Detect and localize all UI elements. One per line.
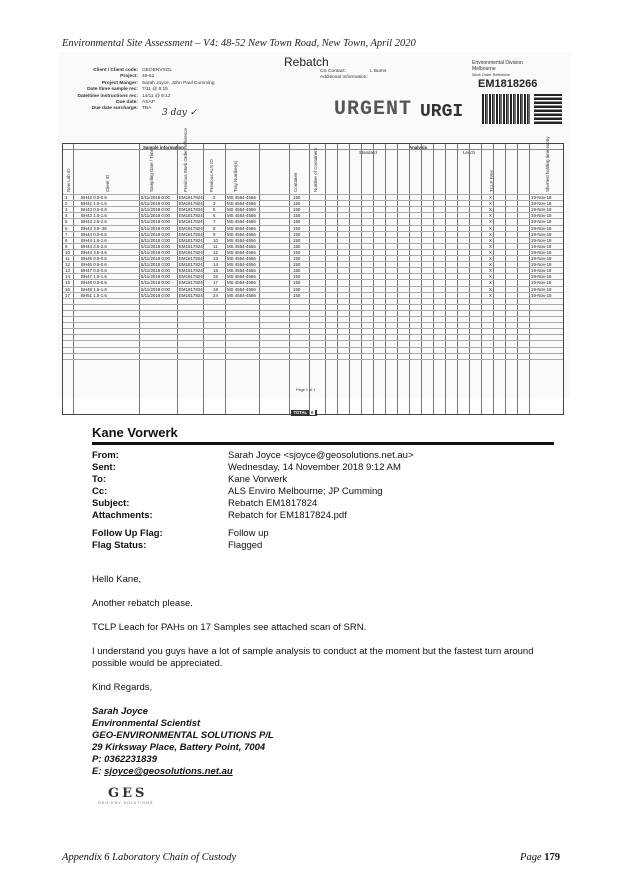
table-row-line bbox=[63, 292, 563, 293]
email-field-value: ALS Enviro Melbourne; JP Cumming bbox=[228, 486, 383, 497]
table-cell-x: X bbox=[489, 256, 492, 261]
table-cell-expiry: 19-Nov-18 bbox=[531, 292, 552, 298]
signature-title: Environmental Scientist bbox=[92, 718, 201, 729]
email-field-value[interactable]: Rebatch for EM1817824.pdf bbox=[228, 510, 347, 521]
table-cell-no: 4 bbox=[65, 213, 68, 219]
table-cell-client-id: BH46 0.5-0.6 bbox=[81, 262, 107, 268]
table-cell-no: 3 bbox=[65, 207, 68, 213]
total-label: TOTAL bbox=[293, 410, 307, 415]
table-column-header: Shortest holding time expiry bbox=[545, 136, 550, 192]
table-cell-x: X bbox=[489, 201, 492, 207]
table-cell-cont: 150 bbox=[293, 249, 301, 255]
table-cell-date: 5/11/2018 0:00 bbox=[141, 256, 170, 261]
table-column-header: Client ID bbox=[105, 174, 110, 192]
table-cell-x: X bbox=[489, 268, 492, 274]
form-label: Date/time instructions rec: bbox=[77, 93, 138, 99]
rebatch-title: Rebatch bbox=[284, 55, 329, 69]
body-greeting: Hello Kane, bbox=[92, 574, 142, 585]
body-closing: Kind Regards, bbox=[92, 682, 153, 693]
table-row-line bbox=[63, 334, 563, 335]
table-cell-wo: EM1817824 bbox=[179, 237, 203, 243]
table-row-line bbox=[63, 231, 563, 232]
email-flag-label: Flag Status: bbox=[92, 540, 147, 551]
table-cell-client-id: BH45 0.5-0.6 bbox=[81, 256, 107, 261]
table-cell-als: 9 bbox=[213, 231, 216, 237]
cs-contact-label: CS Contact: bbox=[320, 69, 346, 74]
ges-logo: GES bbox=[108, 786, 148, 801]
table-row-line bbox=[63, 310, 563, 311]
table-row-line bbox=[63, 200, 563, 201]
table-cell-wo: EM1817824 bbox=[179, 225, 203, 231]
table-cell-no: 10 bbox=[65, 249, 70, 255]
form-label: Client / Client code: bbox=[93, 68, 138, 73]
total-bar bbox=[291, 410, 317, 416]
table-cell-date: 5/11/2018 0:00 bbox=[141, 225, 170, 231]
table-cell-no: 15 bbox=[65, 280, 70, 286]
table-cell-no: 1 bbox=[65, 195, 68, 200]
table-cell-date: 5/11/2018 0:00 bbox=[141, 195, 170, 200]
qr-code-icon bbox=[534, 94, 562, 124]
signature-email-line bbox=[92, 766, 233, 777]
table-row-line bbox=[63, 353, 563, 354]
table-cell-client-id: BH43 0.5-0.6 bbox=[81, 207, 107, 213]
email-flag-label: Follow Up Flag: bbox=[92, 528, 163, 539]
total-value: 0 bbox=[311, 410, 314, 415]
table-cell-cont: 150 bbox=[293, 213, 301, 219]
table-cell-x: X bbox=[489, 243, 492, 249]
table-cell-tray: MS 4554-4556 bbox=[227, 201, 256, 207]
table-cell-expiry: 19-Nov-18 bbox=[531, 249, 552, 255]
barcode-icon bbox=[482, 94, 530, 124]
signature-company: GEO-ENVIRONMENTAL SOLUTIONS P/L bbox=[92, 730, 274, 741]
table-cell-expiry: 19-Nov-18 bbox=[531, 201, 552, 207]
table-row-line bbox=[63, 206, 563, 207]
page-header: Environmental Site Assessment – V4: 48-52 New Town Road, New Town, April 2020 bbox=[62, 38, 416, 49]
email-flag-value: Follow up bbox=[228, 528, 269, 539]
table-cell-cont: 150 bbox=[293, 274, 301, 280]
email-sender-name: Kane Vorwerk bbox=[92, 425, 178, 440]
table-cell-client-id: BH47 0.5-0.6 bbox=[81, 268, 107, 274]
table-cell-client-id: BH44 3.5-3.6 bbox=[81, 249, 107, 255]
table-cell-cont: 150 bbox=[293, 231, 301, 237]
table-cell-cont: 150 bbox=[293, 280, 301, 286]
email-header-rule bbox=[92, 442, 554, 445]
table-column-header: Previous Work Order Reference bbox=[183, 128, 188, 192]
email-field-label: To: bbox=[92, 474, 107, 485]
table-row-line bbox=[63, 255, 563, 256]
form-value: GEOENVSOL bbox=[142, 68, 173, 73]
table-cell-als: 5 bbox=[213, 207, 216, 213]
table-row-line bbox=[63, 273, 563, 274]
table-cell-expiry: 19-Nov-18 bbox=[531, 268, 552, 274]
sample-table bbox=[62, 128, 564, 415]
table-cell-wo: EM1817824 bbox=[179, 231, 203, 237]
table-cell-als: 14 bbox=[213, 262, 218, 268]
table-cell-wo: EM1817824 bbox=[179, 286, 203, 292]
standard-header: Standard bbox=[359, 150, 377, 155]
form-label: Due date: bbox=[116, 100, 138, 105]
table-cell-als: 18 bbox=[213, 286, 218, 292]
table-cell-expiry: 19-Nov-18 bbox=[531, 225, 552, 231]
table-cell-x: X bbox=[489, 286, 492, 292]
table-column-header: Previous ALS ID bbox=[209, 159, 214, 192]
table-cell-tray: MS 4554-4556 bbox=[227, 237, 256, 243]
table-cell-expiry: 19-Nov-18 bbox=[531, 286, 552, 292]
table-row-line bbox=[63, 218, 563, 219]
form-value: 7/11 @ 9:15 bbox=[142, 87, 168, 93]
table-cell-wo: EM1817824 bbox=[179, 243, 203, 249]
additional-info-label: Additional Information: bbox=[320, 75, 368, 80]
table-row-line bbox=[63, 212, 563, 213]
table-cell-x: X bbox=[489, 249, 492, 255]
table-cell-als: 17 bbox=[213, 280, 218, 286]
table-cell-client-id: BH43 2.5-2.6 bbox=[81, 219, 107, 225]
analysis-header: Analysis bbox=[409, 145, 428, 150]
email-field-value: Wednesday, 14 November 2018 9:12 AM bbox=[228, 462, 401, 473]
table-cell-als: 3 bbox=[213, 201, 216, 207]
table-cell-no: 13 bbox=[65, 268, 70, 274]
table-cell-tray: MS 4554-4556 bbox=[227, 274, 256, 280]
form-value: Sarah Joyce, John Paul Cumming bbox=[142, 80, 215, 86]
table-cell-wo: EM1817824 bbox=[179, 268, 203, 274]
page-number: 179 bbox=[544, 852, 560, 863]
table-cell-date: 5/11/2018 0:00 bbox=[141, 286, 170, 292]
table-cell-date: 5/11/2018 0:00 bbox=[141, 231, 170, 237]
table-cell-date: 5/11/2018 0:00 bbox=[141, 280, 170, 286]
table-cell-wo: EM1817824 bbox=[179, 292, 203, 298]
table-cell-als: 16 bbox=[213, 274, 218, 280]
table-cell-wo: EM1817824 bbox=[179, 249, 203, 255]
table-cell-expiry: 19-Nov-18 bbox=[531, 280, 552, 286]
table-cell-als: 2 bbox=[213, 195, 216, 200]
table-cell-date: 5/11/2018 0:00 bbox=[141, 213, 170, 219]
table-cell-no: 16 bbox=[65, 286, 70, 292]
handwritten-note: 3 day ✓ bbox=[162, 108, 198, 118]
table-row-line bbox=[63, 237, 563, 238]
env-division-line: Work Order Reference bbox=[472, 73, 511, 77]
form-label: Project: bbox=[120, 74, 138, 80]
email-flag-value: Flagged bbox=[228, 540, 263, 551]
table-cell-x: X bbox=[489, 207, 492, 213]
table-cell-tray: MS 4554-4556 bbox=[227, 286, 256, 292]
table-cell-expiry: 19-Nov-18 bbox=[531, 231, 552, 237]
table-cell-als: 7 bbox=[213, 219, 216, 225]
page-footer-right bbox=[520, 852, 560, 863]
table-row-line bbox=[63, 194, 563, 195]
table-cell-wo: EM1817824 bbox=[179, 219, 203, 225]
table-row-line bbox=[63, 261, 563, 262]
table-cell-no: 8 bbox=[65, 237, 68, 243]
email-field-label: Attachments: bbox=[92, 510, 153, 521]
body-paragraph: I understand you guys have a lot of sample analysis to conduct at the moment but the fastest turn around possible would be appreciated. bbox=[92, 646, 534, 669]
email-field-value: Rebatch EM1817824 bbox=[228, 498, 318, 509]
table-cell-tray: MS 4554-4556 bbox=[227, 262, 256, 268]
table-cell-expiry: 19-Nov-18 bbox=[531, 262, 552, 268]
signature-phone: P: 0362231839 bbox=[92, 754, 157, 765]
table-cell-tray: MS 4554-4556 bbox=[227, 249, 256, 255]
table-cell-client-id: BH48 0.5-0.6 bbox=[81, 280, 107, 286]
table-cell-als: 6 bbox=[213, 213, 216, 219]
table-cell-date: 5/11/2018 0:00 bbox=[141, 249, 170, 255]
table-cell-expiry: 19-Nov-18 bbox=[531, 274, 552, 280]
table-cell-date: 5/11/2018 0:00 bbox=[141, 237, 170, 243]
table-cell-tray: MS 4554-4556 bbox=[227, 243, 256, 249]
table-cell-date: 5/11/2018 0:00 bbox=[141, 243, 170, 249]
email-field-value: Sarah Joyce <sjoyce@geosolutions.net.au> bbox=[228, 450, 414, 461]
table-cell-client-id: BH51 1.5-1.6 bbox=[81, 292, 107, 298]
signature-name: Sarah Joyce bbox=[92, 706, 148, 717]
table-cell-date: 5/11/2018 0:00 bbox=[141, 207, 170, 213]
table-cell-als: 11 bbox=[213, 243, 218, 249]
form-value: 48-52 bbox=[142, 74, 155, 80]
email-field-label: Subject: bbox=[92, 498, 130, 509]
env-division bbox=[472, 60, 523, 78]
table-cell-cont: 150 bbox=[293, 286, 301, 292]
table-cell-date: 5/11/2018 0:00 bbox=[141, 219, 170, 225]
page-label: Page bbox=[520, 852, 542, 863]
page-of: Page 1 of 1 bbox=[296, 388, 316, 392]
email-field-label: From: bbox=[92, 450, 119, 461]
table-cell-date: 5/11/2018 0:00 bbox=[141, 274, 170, 280]
table-cell-x: X bbox=[489, 292, 492, 298]
table-cell-tray: MS 4554-4556 bbox=[227, 256, 256, 261]
table-cell-client-id: BH43 1.5-1.6 bbox=[81, 213, 107, 219]
cs-contact-value: L Burns bbox=[370, 69, 387, 74]
email-field-label: Cc: bbox=[92, 486, 108, 497]
table-row-line bbox=[63, 322, 563, 323]
form-value: ASAP bbox=[142, 100, 155, 105]
table-cell-tray: MS 4554-4556 bbox=[227, 268, 256, 274]
table-cell-expiry: 19-Nov-18 bbox=[531, 195, 552, 200]
table-column-header: Sampling Date / Time bbox=[149, 148, 154, 192]
table-row-line bbox=[63, 286, 563, 287]
table-cell-wo: EM1817824 bbox=[179, 201, 203, 207]
table-cell-wo: EM1817824 bbox=[179, 195, 203, 200]
table-cell-cont: 150 bbox=[293, 195, 301, 200]
table-column-header: TCLP PAH bbox=[489, 170, 494, 192]
sample-info-header: Sample information bbox=[143, 145, 184, 150]
form-label: Project Manger: bbox=[101, 80, 138, 86]
table-row-line bbox=[63, 340, 563, 341]
table-cell-client-id: BH47 1.5-1.6 bbox=[81, 274, 107, 280]
table-cell-client-id: BH42 1.5-1.6 bbox=[81, 201, 107, 207]
table-cell-client-id: BH44 0.5-0.6 bbox=[81, 231, 107, 237]
table-cell-x: X bbox=[489, 262, 492, 268]
table-cell-als: 12 bbox=[213, 249, 218, 255]
signature-email-prefix: E: bbox=[92, 766, 105, 777]
table-row-line bbox=[63, 279, 563, 280]
table-cell-no: 2 bbox=[65, 201, 68, 207]
table-cell-als: 15 bbox=[213, 268, 218, 274]
table-cell-expiry: 19-Nov-18 bbox=[531, 237, 552, 243]
table-cell-wo: EM1817824 bbox=[179, 280, 203, 286]
table-column-header: Tray Number(s) bbox=[233, 160, 238, 192]
table-cell-cont: 150 bbox=[293, 237, 301, 243]
table-cell-tray: MS 4554-4556 bbox=[227, 219, 256, 225]
table-cell-date: 5/11/2018 0:00 bbox=[141, 292, 170, 298]
table-cell-cont: 150 bbox=[293, 219, 301, 225]
table-cell-expiry: 19-Nov-18 bbox=[531, 213, 552, 219]
table-column-header: Container bbox=[293, 172, 298, 192]
page-footer-left: Appendix 6 Laboratory Chain of Custody bbox=[62, 852, 237, 863]
table-cell-tray: MS 4554-4556 bbox=[227, 207, 256, 213]
table-cell-cont: 150 bbox=[293, 292, 301, 298]
table-cell-cont: 150 bbox=[293, 268, 301, 274]
table-cell-cont: 150 bbox=[293, 256, 301, 261]
env-division-line: Melbourne bbox=[472, 66, 496, 72]
table-cell-x: X bbox=[489, 219, 492, 225]
table-cell-x: X bbox=[489, 195, 492, 200]
table-cell-wo: EM1817824 bbox=[179, 256, 203, 261]
table-column-header: New Lab ID bbox=[66, 168, 71, 192]
table-cell-tray: MS 4554-4556 bbox=[227, 231, 256, 237]
table-cell-client-id: BH48 1.5-1.6 bbox=[81, 286, 107, 292]
table-cell-tray: MS 4554-4556 bbox=[227, 225, 256, 231]
table-row-line bbox=[63, 328, 563, 329]
table-row-line bbox=[63, 243, 563, 244]
urgent-stamp-2: URGI bbox=[420, 102, 464, 122]
table-row-line bbox=[63, 347, 563, 348]
table-cell-x: X bbox=[489, 213, 492, 219]
table-row-line bbox=[63, 249, 563, 250]
table-row-line bbox=[63, 225, 563, 226]
table-cell-x: X bbox=[489, 237, 492, 243]
body-paragraph: TCLP Leach for PAHs on 17 Samples see attached scan of SRN. bbox=[92, 622, 367, 633]
table-cell-no: 5 bbox=[65, 219, 68, 225]
table-cell-als: 13 bbox=[213, 256, 218, 261]
email-field-label: Sent: bbox=[92, 462, 116, 473]
table-cell-no: 6 bbox=[65, 225, 68, 231]
table-column-header: Number of Containers bbox=[313, 147, 318, 192]
form-value: 14/11 @ 9:12 bbox=[142, 93, 171, 99]
table-cell-cont: 150 bbox=[293, 207, 301, 213]
table-cell-expiry: 19-Nov-18 bbox=[531, 243, 552, 249]
table-cell-no: 12 bbox=[65, 262, 70, 268]
table-cell-als: 10 bbox=[213, 237, 218, 243]
signature-address: 29 Kirksway Place, Battery Point, 7004 bbox=[92, 742, 266, 753]
table-cell-no: 11 bbox=[65, 256, 70, 261]
table-cell-tray: MS 4554-4556 bbox=[227, 213, 256, 219]
table-cell-no: 17 bbox=[65, 292, 70, 298]
table-cell-als: 24 bbox=[213, 292, 218, 298]
urgent-stamp: URGENT bbox=[334, 98, 413, 121]
form-label: Due date surcharge: bbox=[91, 106, 138, 112]
table-cell-cont: 150 bbox=[293, 243, 301, 249]
table-cell-no: 9 bbox=[65, 243, 68, 249]
table-cell-no: 14 bbox=[65, 274, 70, 280]
table-cell-date: 5/11/2018 0:00 bbox=[141, 262, 170, 268]
table-row-line bbox=[63, 298, 563, 299]
table-cell-expiry: 19-Nov-18 bbox=[531, 219, 552, 225]
table-cell-client-id: BH43 3.5-.36 bbox=[81, 225, 107, 231]
table-cell-tray: MS 4554-4556 bbox=[227, 195, 256, 200]
table-cell-x: X bbox=[489, 274, 492, 280]
table-cell-x: X bbox=[489, 231, 492, 237]
table-cell-als: 8 bbox=[213, 225, 216, 231]
env-division-line: Environmental Division bbox=[472, 60, 523, 66]
table-cell-wo: EM1817824 bbox=[179, 274, 203, 280]
table-row-line bbox=[63, 316, 563, 317]
ges-logo-subtitle: GEO-ENV SOLUTIONS bbox=[98, 801, 154, 805]
table-cell-client-id: BH42 0.5-0.6 bbox=[81, 195, 107, 200]
table-cell-date: 5/11/2018 0:00 bbox=[141, 268, 170, 274]
table-cell-date: 5/11/2018 0:00 bbox=[141, 201, 170, 207]
table-row-line bbox=[63, 304, 563, 305]
table-cell-expiry: 19-Nov-18 bbox=[531, 256, 552, 261]
form-value: TBA bbox=[142, 106, 152, 112]
table-cell-client-id: BH44 2.5-2.6 bbox=[81, 243, 107, 249]
scanned-rebatch-form bbox=[58, 52, 570, 415]
table-cell-tray: MS 4554-4556 bbox=[227, 292, 256, 298]
table-row-line bbox=[63, 359, 563, 360]
table-cell-cont: 150 bbox=[293, 201, 301, 207]
table-cell-x: X bbox=[489, 225, 492, 231]
table-cell-cont: 150 bbox=[293, 262, 301, 268]
form-label: Date /time sample rec: bbox=[87, 87, 138, 93]
table-cell-wo: EM1817824 bbox=[179, 207, 203, 213]
table-cell-cont: 150 bbox=[293, 225, 301, 231]
table-cell-no: 7 bbox=[65, 231, 68, 237]
table-row-line bbox=[63, 267, 563, 268]
table-cell-tray: MS 4554-4556 bbox=[227, 280, 256, 286]
leach-header: Leach bbox=[463, 150, 475, 155]
table-cell-wo: EM1817824 bbox=[179, 262, 203, 268]
work-order-number: EM1818266 bbox=[478, 78, 538, 90]
signature-email-link[interactable]: sjoyce@geosolutions.net.au bbox=[104, 766, 233, 777]
table-cell-client-id: BH44 1.5-1.6 bbox=[81, 237, 107, 243]
table-cell-wo: EM1817824 bbox=[179, 213, 203, 219]
table-cell-x: X bbox=[489, 280, 492, 286]
body-paragraph: Another rebatch please. bbox=[92, 598, 193, 609]
table-cell-expiry: 19-Nov-18 bbox=[531, 207, 552, 213]
email-field-value: Kane Vorwerk bbox=[228, 474, 288, 485]
